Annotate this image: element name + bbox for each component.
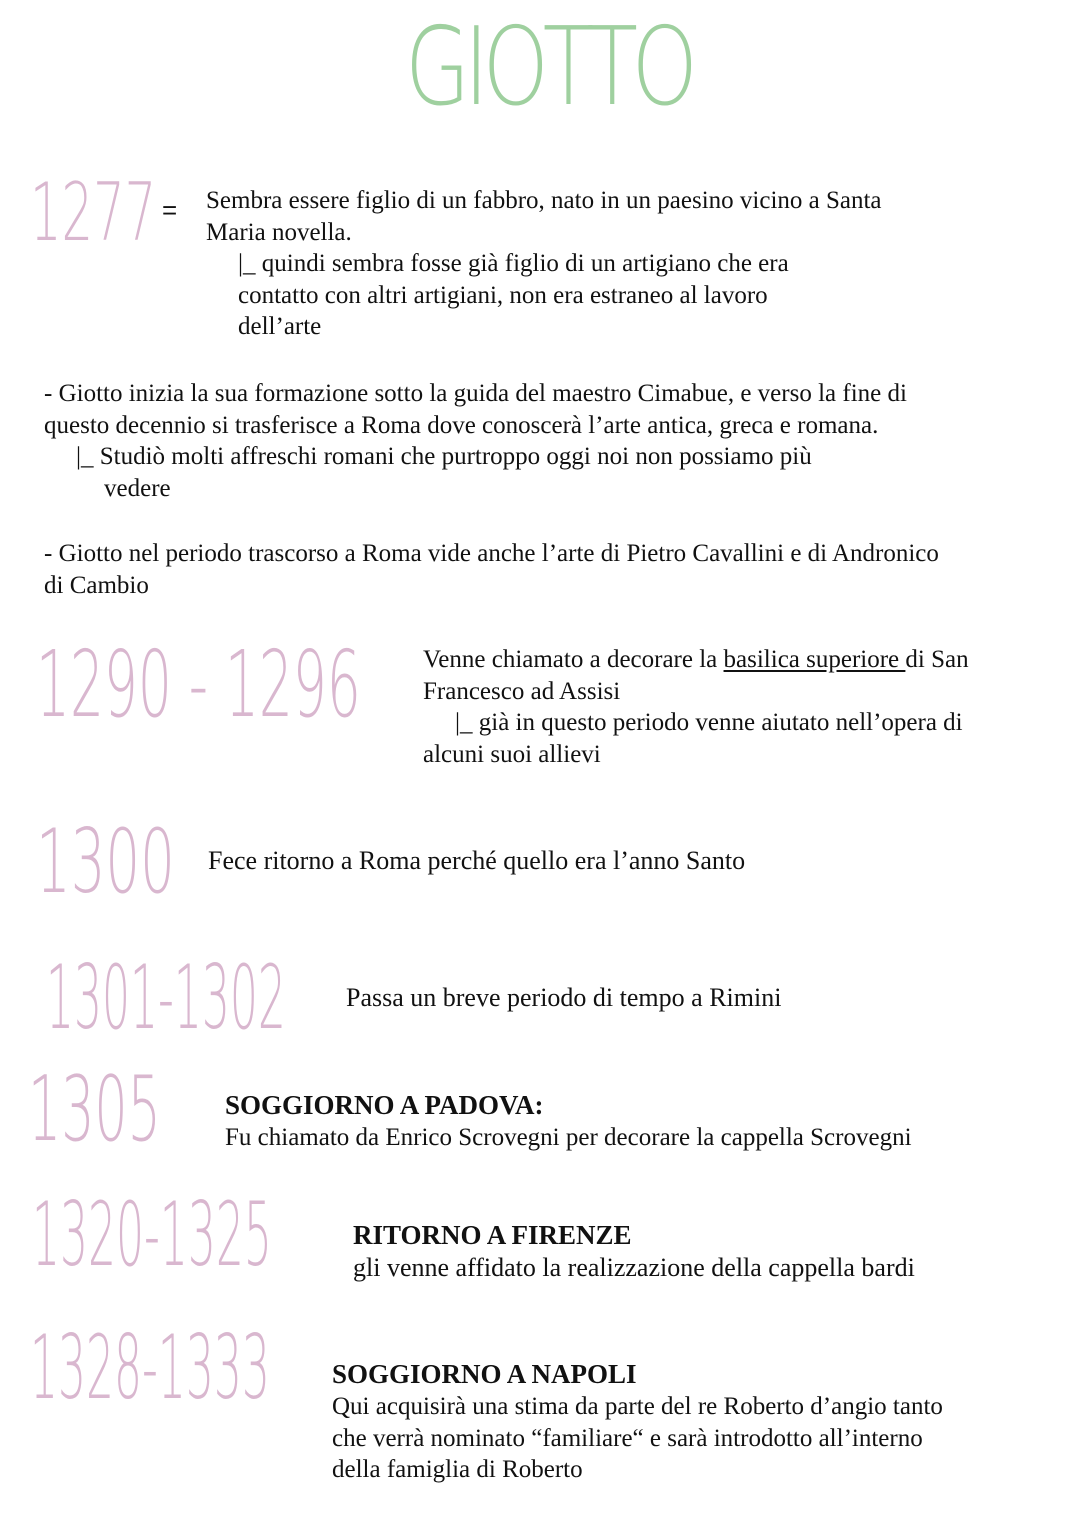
text-line: dell’arte <box>238 313 322 340</box>
text-line: Venne chiamato a decorare la basilica superiore di San <box>423 646 969 673</box>
text-line: |_ già in questo periodo venne aiutato nell’opera di <box>455 709 963 736</box>
equals-sign: = <box>162 195 178 225</box>
section-heading: SOGGIORNO A NAPOLI <box>332 1359 637 1389</box>
text-line: di Cambio <box>44 571 149 599</box>
year-1328-1333: 1328-1333 <box>30 1316 270 1419</box>
year-1305: 1305 <box>28 1057 161 1162</box>
text-line: della famiglia di Roberto <box>332 1456 583 1483</box>
text-line: Passa un breve periodo di tempo a Rimini <box>346 983 782 1012</box>
entry-1301-1302-text <box>346 982 781 1014</box>
entry-1320-1325-text <box>353 1219 915 1284</box>
text-line: Fu chiamato da Enrico Scrovegni per decorare la cappella Scrovegni <box>225 1124 912 1151</box>
text-line: questo decennio si trasferisce a Roma dove conoscerà l’arte antica, greca e romana. <box>44 411 879 439</box>
section-heading: SOGGIORNO A PADOVA: <box>225 1090 544 1120</box>
text-line: - Giotto inizia la sua formazione sotto la guida del maestro Cimabue, e verso la fine di <box>44 380 907 407</box>
entry-1328-1333-text <box>332 1358 943 1486</box>
entry-1305-text <box>225 1089 912 1154</box>
paragraph-roma <box>44 538 939 601</box>
text-line: |_ quindi sembra fosse già figlio di un artigiano che era <box>238 250 789 277</box>
text-line: Maria novella. <box>206 218 352 246</box>
text-line: Fece ritorno a Roma perché quello era l’anno Santo <box>208 846 746 875</box>
text-line: che verrà nominato “familiare“ e sarà introdotto all’interno <box>332 1424 923 1452</box>
entry-1290-1296-text <box>423 644 969 770</box>
text-line: Sembra essere figlio di un fabbro, nato in un paesino vicino a Santa <box>206 187 882 214</box>
text-line: |_ Studiò molti affreschi romani che purtroppo oggi noi non possiamo più <box>76 443 812 470</box>
text-line: gli venne affidato la realizzazione della cappella bardi <box>353 1253 915 1282</box>
section-heading: RITORNO A FIRENZE <box>353 1220 632 1250</box>
page-title: GIOTTO <box>405 5 692 130</box>
text-line: - Giotto nel periodo trascorso a Roma vide anche l’arte di Pietro Cavallini e di Andronico <box>44 540 939 567</box>
text-line: alcuni suoi allievi <box>423 740 601 768</box>
year-1320-1325: 1320-1325 <box>32 1183 272 1286</box>
underlined-term: basilica superiore <box>723 646 906 673</box>
entry-1277-text <box>206 185 882 343</box>
year-1290-1296: 1290 - 1296 <box>36 631 361 738</box>
year-1277: 1277 <box>30 166 157 259</box>
year-1300: 1300 <box>36 810 175 913</box>
text-line: Qui acquisirà una stima da parte del re Roberto d’angio tanto <box>332 1393 943 1420</box>
entry-1300-text <box>208 845 745 877</box>
text-line: Francesco ad Assisi <box>423 677 621 705</box>
text-line: vedere <box>104 474 171 502</box>
text-line: contatto con altri artigiani, non era estraneo al lavoro <box>238 281 768 309</box>
year-1301-1302: 1301-1302 <box>46 946 286 1049</box>
paragraph-formazione <box>44 378 907 504</box>
